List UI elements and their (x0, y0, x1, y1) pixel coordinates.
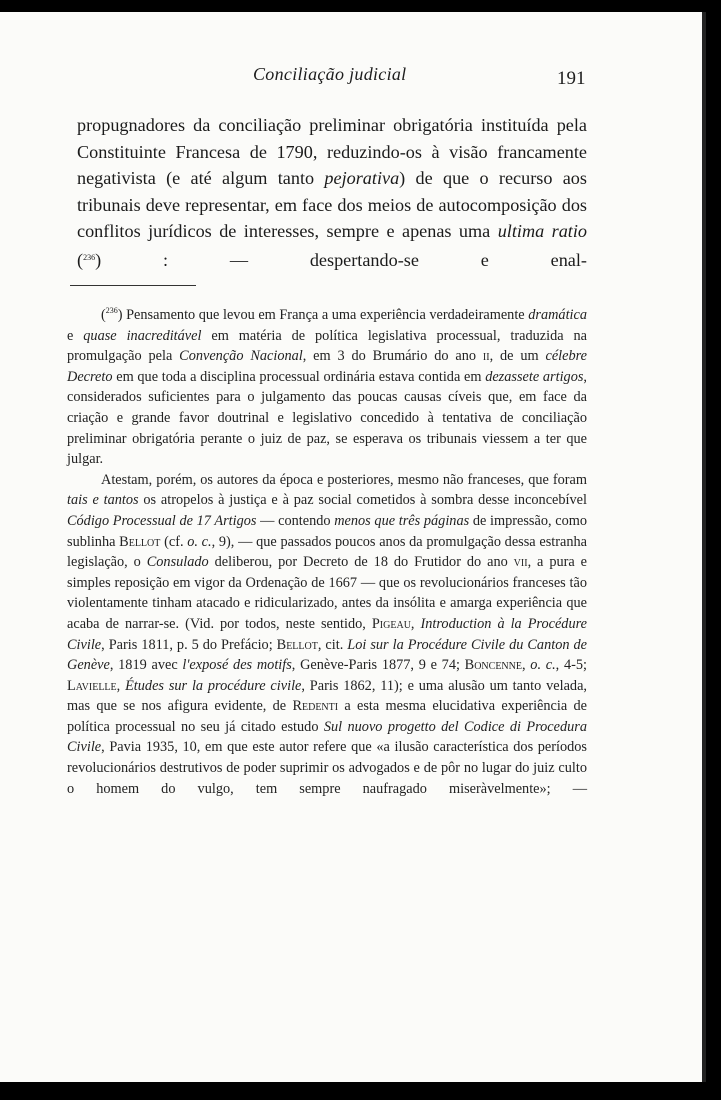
body-paragraph: propugnadores da conciliação preliminar obrigatória instituída pela Constituinte Francesa de 1790, reduzindo-os à visão francamente negativista (e até algum tanto pejorativa) de que o recurso aos tribunais deve representar, em face dos meios de autocomposição dos conflitos jurídicos de interesses, sempre e apenas uma ultima ratio ($^{236}$) : — despertando-se e enal- (77, 115, 587, 270)
italic-term: pejorativa (324, 168, 400, 188)
page-number: 191 (557, 68, 586, 89)
italic-term: ultima ratio (497, 221, 587, 241)
running-head-title: Conciliação judicial (253, 64, 407, 84)
footnote-marker: 236 (105, 306, 118, 315)
footnote-separator (70, 285, 196, 286)
footnote-paragraph-1: ($^{236}$) Pensamento que levou em França a uma experiência verdadeiramente dramática e quase inacreditável em matéria de política legislativa processual, traduzida na promulgação pela Convenção Nacional, em 3 do Brumário do ano ii, de um célebre Decreto em que toda a disciplina processual ordinária estava contida em dezassete artigos, considerados suficientes para o julgamento das poucas causas cíveis que, em face da criação e grande favor doutrinal e legislativo concedido à tentativa de conciliação preliminar obrigatória perante o juiz de paz, se esperava os tribunais viessem a ter que julgar. (67, 306, 588, 468)
footnote (67, 301, 587, 799)
footnote-paragraph-2: Atestam, porém, os autores da época e posteriores, mesmo não franceses, que foram tais e tantos os atropelos à justiça e à paz social cometidos à sombra desse inconcebível Código Processual de 17 Artigos — contendo menos que três páginas de impressão, como sublinha Bellot (cf. o. c., 9), — que passados poucos anos da promulgação dessa estranha legislação, o Consulado deliberou, por Decreto de 18 do Frutidor do ano vii, a pura e simples reposição em vigor da Ordenação de 1667 — que os revolucionários franceses tão violentamente tinham atacado e ridicularizado, antes da insólita e amarga experiência que acaba de narrar-se. (Vid. por todos, neste sentido, Pigeau, Introduction à la Procédure Civile, Paris 1811, p. 5 do Prefácio; Bellot, cit. Loi sur la Procédure Civile du Canton de Genève, 1819 avec l'exposé des motifs, Genève-Paris 1877, 9 e 74; Boncenne, o. c., 4-5; Lavielle, Études sur la procédure civile, Paris 1862, 11); e uma alusão um tanto velada, mas que se nos afigura evidente, de Redenti a esta mesma elucidativa experiência de política processual no seu já citado estudo Sul nuovo progetto del Codice di Procedura Civile, Pavia 1935, 10, em que este autor refere que «a ilusão característica dos períodos revolucionários destrutivos de poder suprimir os advogados e de pôr no lugar do juiz culto o homem do vulgo, tem sempre naufragado miseràvelmente»; — (67, 471, 588, 797)
footnote-reference: 236 (83, 252, 96, 262)
book-page (0, 12, 706, 1082)
